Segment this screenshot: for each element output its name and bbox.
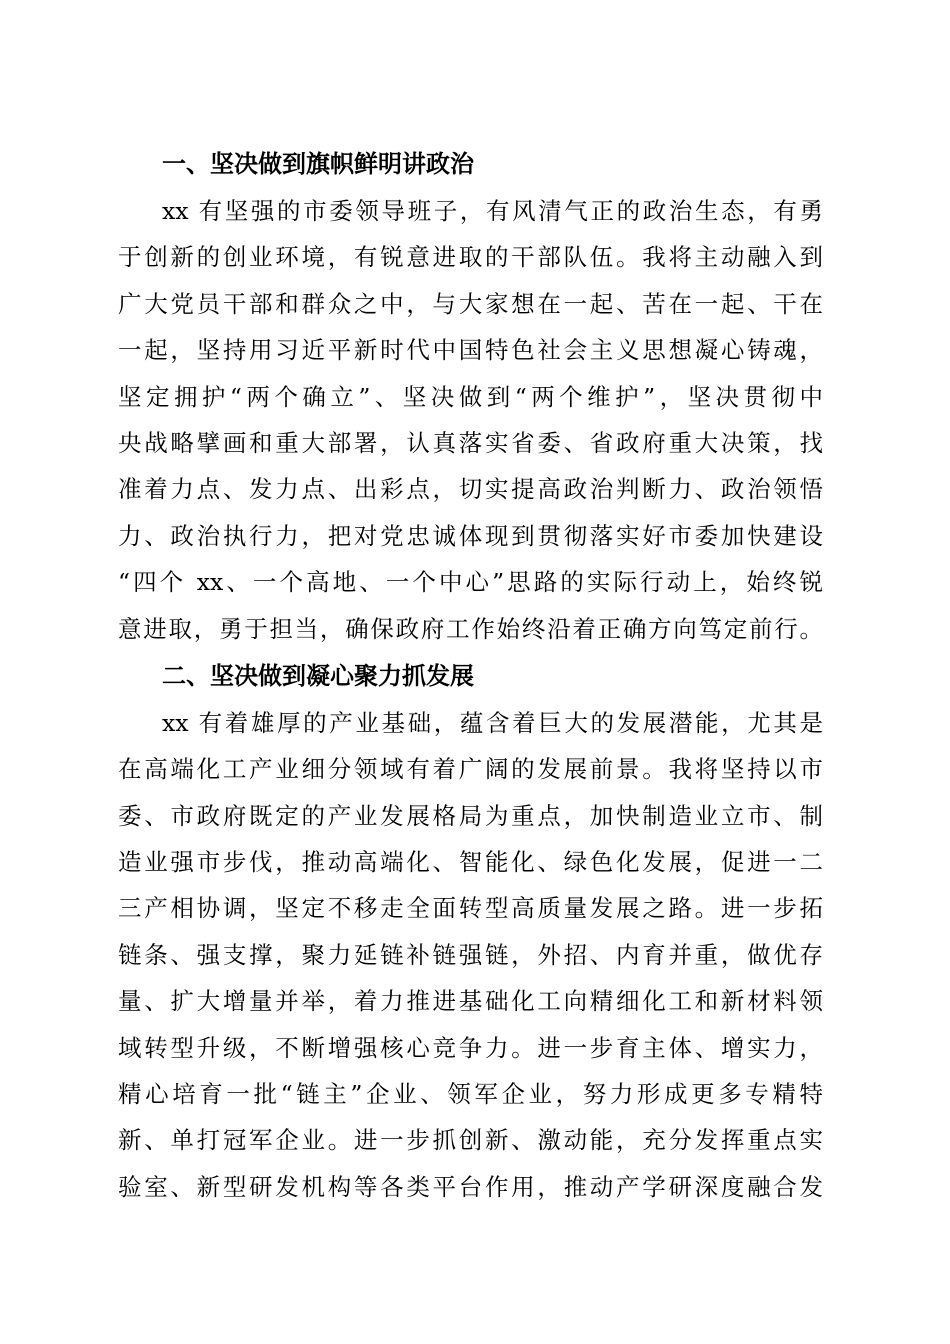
paragraph-line: 域转型升级，不断增强核心竞争力。进一步育主体、增实力，	[118, 1033, 823, 1062]
document-body	[118, 140, 823, 1210]
section-paragraph-2	[118, 700, 823, 1210]
section-heading-2: 二、坚决做到凝心聚力抓发展	[162, 661, 474, 690]
paragraph-line: xx 有坚强的市委领导班子，有风清气正的政治生态，有勇	[162, 197, 823, 225]
paragraph-line: 委、市政府既定的产业发展格局为重点，加快制造业立市、制	[118, 801, 823, 830]
paragraph-line: 验室、新型研发机构等各类平台作用，推动产学研深度融合发	[118, 1172, 823, 1201]
paragraph-line: 于创新的创业环境，有锐意进取的干部队伍。我将主动融入到	[118, 243, 823, 272]
section-paragraph-1	[118, 188, 823, 652]
paragraph-line: 三产相协调，坚定不移走全面转型高质量发展之路。进一步拓	[118, 894, 823, 923]
paragraph-line: xx 有着雄厚的产业基础，蕴含着巨大的发展潜能，尤其是	[162, 708, 823, 737]
paragraph-line: 意进取，勇于担当，确保政府工作始终沿着正确方向笃定前行。	[118, 614, 823, 643]
paragraph-line: 量、扩大增量并举，着力推进基础化工向精细化工和新材料领	[118, 987, 823, 1016]
paragraph-line: 广大党员干部和群众之中，与大家想在一起、苦在一起、干在	[118, 289, 823, 318]
paragraph-line: 在高端化工产业细分领域有着广阔的发展前景。我将坚持以市	[118, 755, 823, 784]
paragraph-line: 新、单打冠军企业。进一步抓创新、激动能，充分发挥重点实	[118, 1126, 823, 1155]
paragraph-line: “四个 xx、一个高地、一个中心”思路的实际行动上，始终锐	[118, 568, 823, 597]
paragraph-line: 链条、强支撑，聚力延链补链强链，外招、内育并重，做优存	[118, 940, 823, 969]
paragraph-line: 精心培育一批“链主”企业、领军企业，努力形成更多专精特	[118, 1080, 823, 1109]
paragraph-line: 造业强市步伐，推动高端化、智能化、绿色化发展，促进一二	[118, 848, 823, 877]
paragraph-line: 准着力点、发力点、出彩点，切实提高政治判断力、政治领悟	[118, 475, 823, 504]
paragraph-line: 央战略擘画和重大部署，认真落实省委、省政府重大决策，找	[118, 428, 823, 457]
section-heading-1: 一、坚决做到旗帜鲜明讲政治	[162, 150, 474, 178]
paragraph-line: 一起，坚持用习近平新时代中国特色社会主义思想凝心铸魂，	[118, 336, 823, 365]
paragraph-line: 坚定拥护“两个确立”、坚决做到“两个维护”，坚决贯彻中	[118, 382, 823, 411]
paragraph-line: 力、政治执行力，把对党忠诚体现到贯彻落实好市委加快建设	[118, 521, 823, 550]
